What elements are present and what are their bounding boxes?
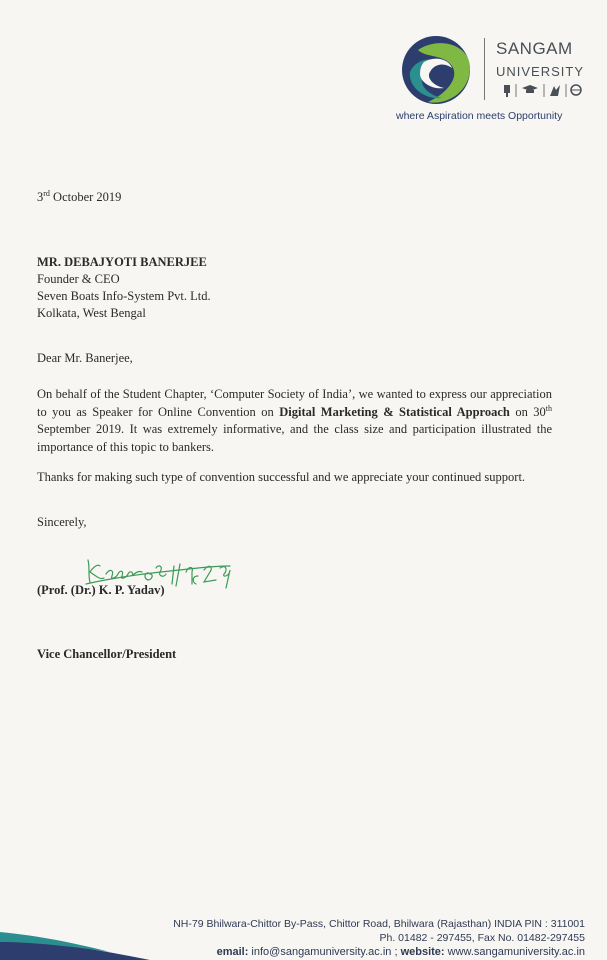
date-suffix: rd	[43, 188, 50, 198]
body-paragraph-1	[37, 386, 552, 456]
body-paragraph-2: Thanks for making such type of convention successful and we appreciate your continued support.	[37, 470, 526, 484]
university-word: UNIVERSITY	[496, 64, 585, 79]
university-name: SANGAM	[496, 39, 573, 58]
tagline: where Aspiration meets Opportunity	[396, 110, 563, 122]
university-logo	[398, 30, 598, 130]
paragraph-1-part-3: September 2019. It was extremely informative, and the class size and participation illustrated the importance of this topic to bankers.	[37, 422, 552, 454]
signatory-title: Vice Chancellor/President	[37, 647, 177, 661]
logo-symbols-icon	[502, 82, 588, 98]
email-address: info@sangamuniversity.ac.in ;	[248, 946, 398, 958]
sangam-logo-icon	[398, 32, 478, 108]
logo-divider	[484, 38, 485, 100]
email-label: email:	[216, 946, 249, 958]
closing: Sincerely,	[37, 515, 87, 529]
footer-phone: Ph. 01482 - 297455, Fax No. 01482-297455	[379, 932, 585, 944]
website-address: www.sangamuniversity.ac.in	[444, 946, 585, 958]
signatory-name: (Prof. (Dr.) K. P. Yadav)	[37, 583, 165, 597]
recipient-company: Seven Boats Info-System Pvt. Ltd.	[37, 289, 211, 303]
recipient-name: MR. DEBAJYOTI BANERJEE	[37, 255, 207, 269]
footer-contact	[173, 917, 585, 959]
date-rest: October 2019	[49, 190, 122, 204]
recipient-block	[37, 254, 211, 322]
letter-date	[37, 189, 121, 206]
website-label: website:	[400, 946, 445, 958]
paragraph-1-part-1: On behalf of the Student Chapter, ‘Computer Society of India’, we wanted to express our appreciation to you as Speaker for Online Convention on	[37, 387, 552, 419]
date-day: 3	[37, 190, 44, 204]
paragraph-1-sup: th	[545, 403, 553, 413]
paragraph-1-part-2: on 30	[509, 404, 546, 419]
recipient-location: Kolkata, West Bengal	[37, 306, 146, 320]
footer-email-line	[173, 945, 585, 959]
convention-topic: Digital Marketing & Statistical Approach	[279, 404, 510, 419]
recipient-title: Founder & CEO	[37, 272, 120, 286]
footer-address: NH-79 Bhilwara-Chittor By-Pass, Chittor Road, Bhilwara (Rajasthan) INDIA PIN : 311001	[173, 918, 585, 930]
salutation: Dear Mr. Banerjee,	[37, 351, 133, 365]
footer-swoosh-icon	[0, 928, 150, 960]
